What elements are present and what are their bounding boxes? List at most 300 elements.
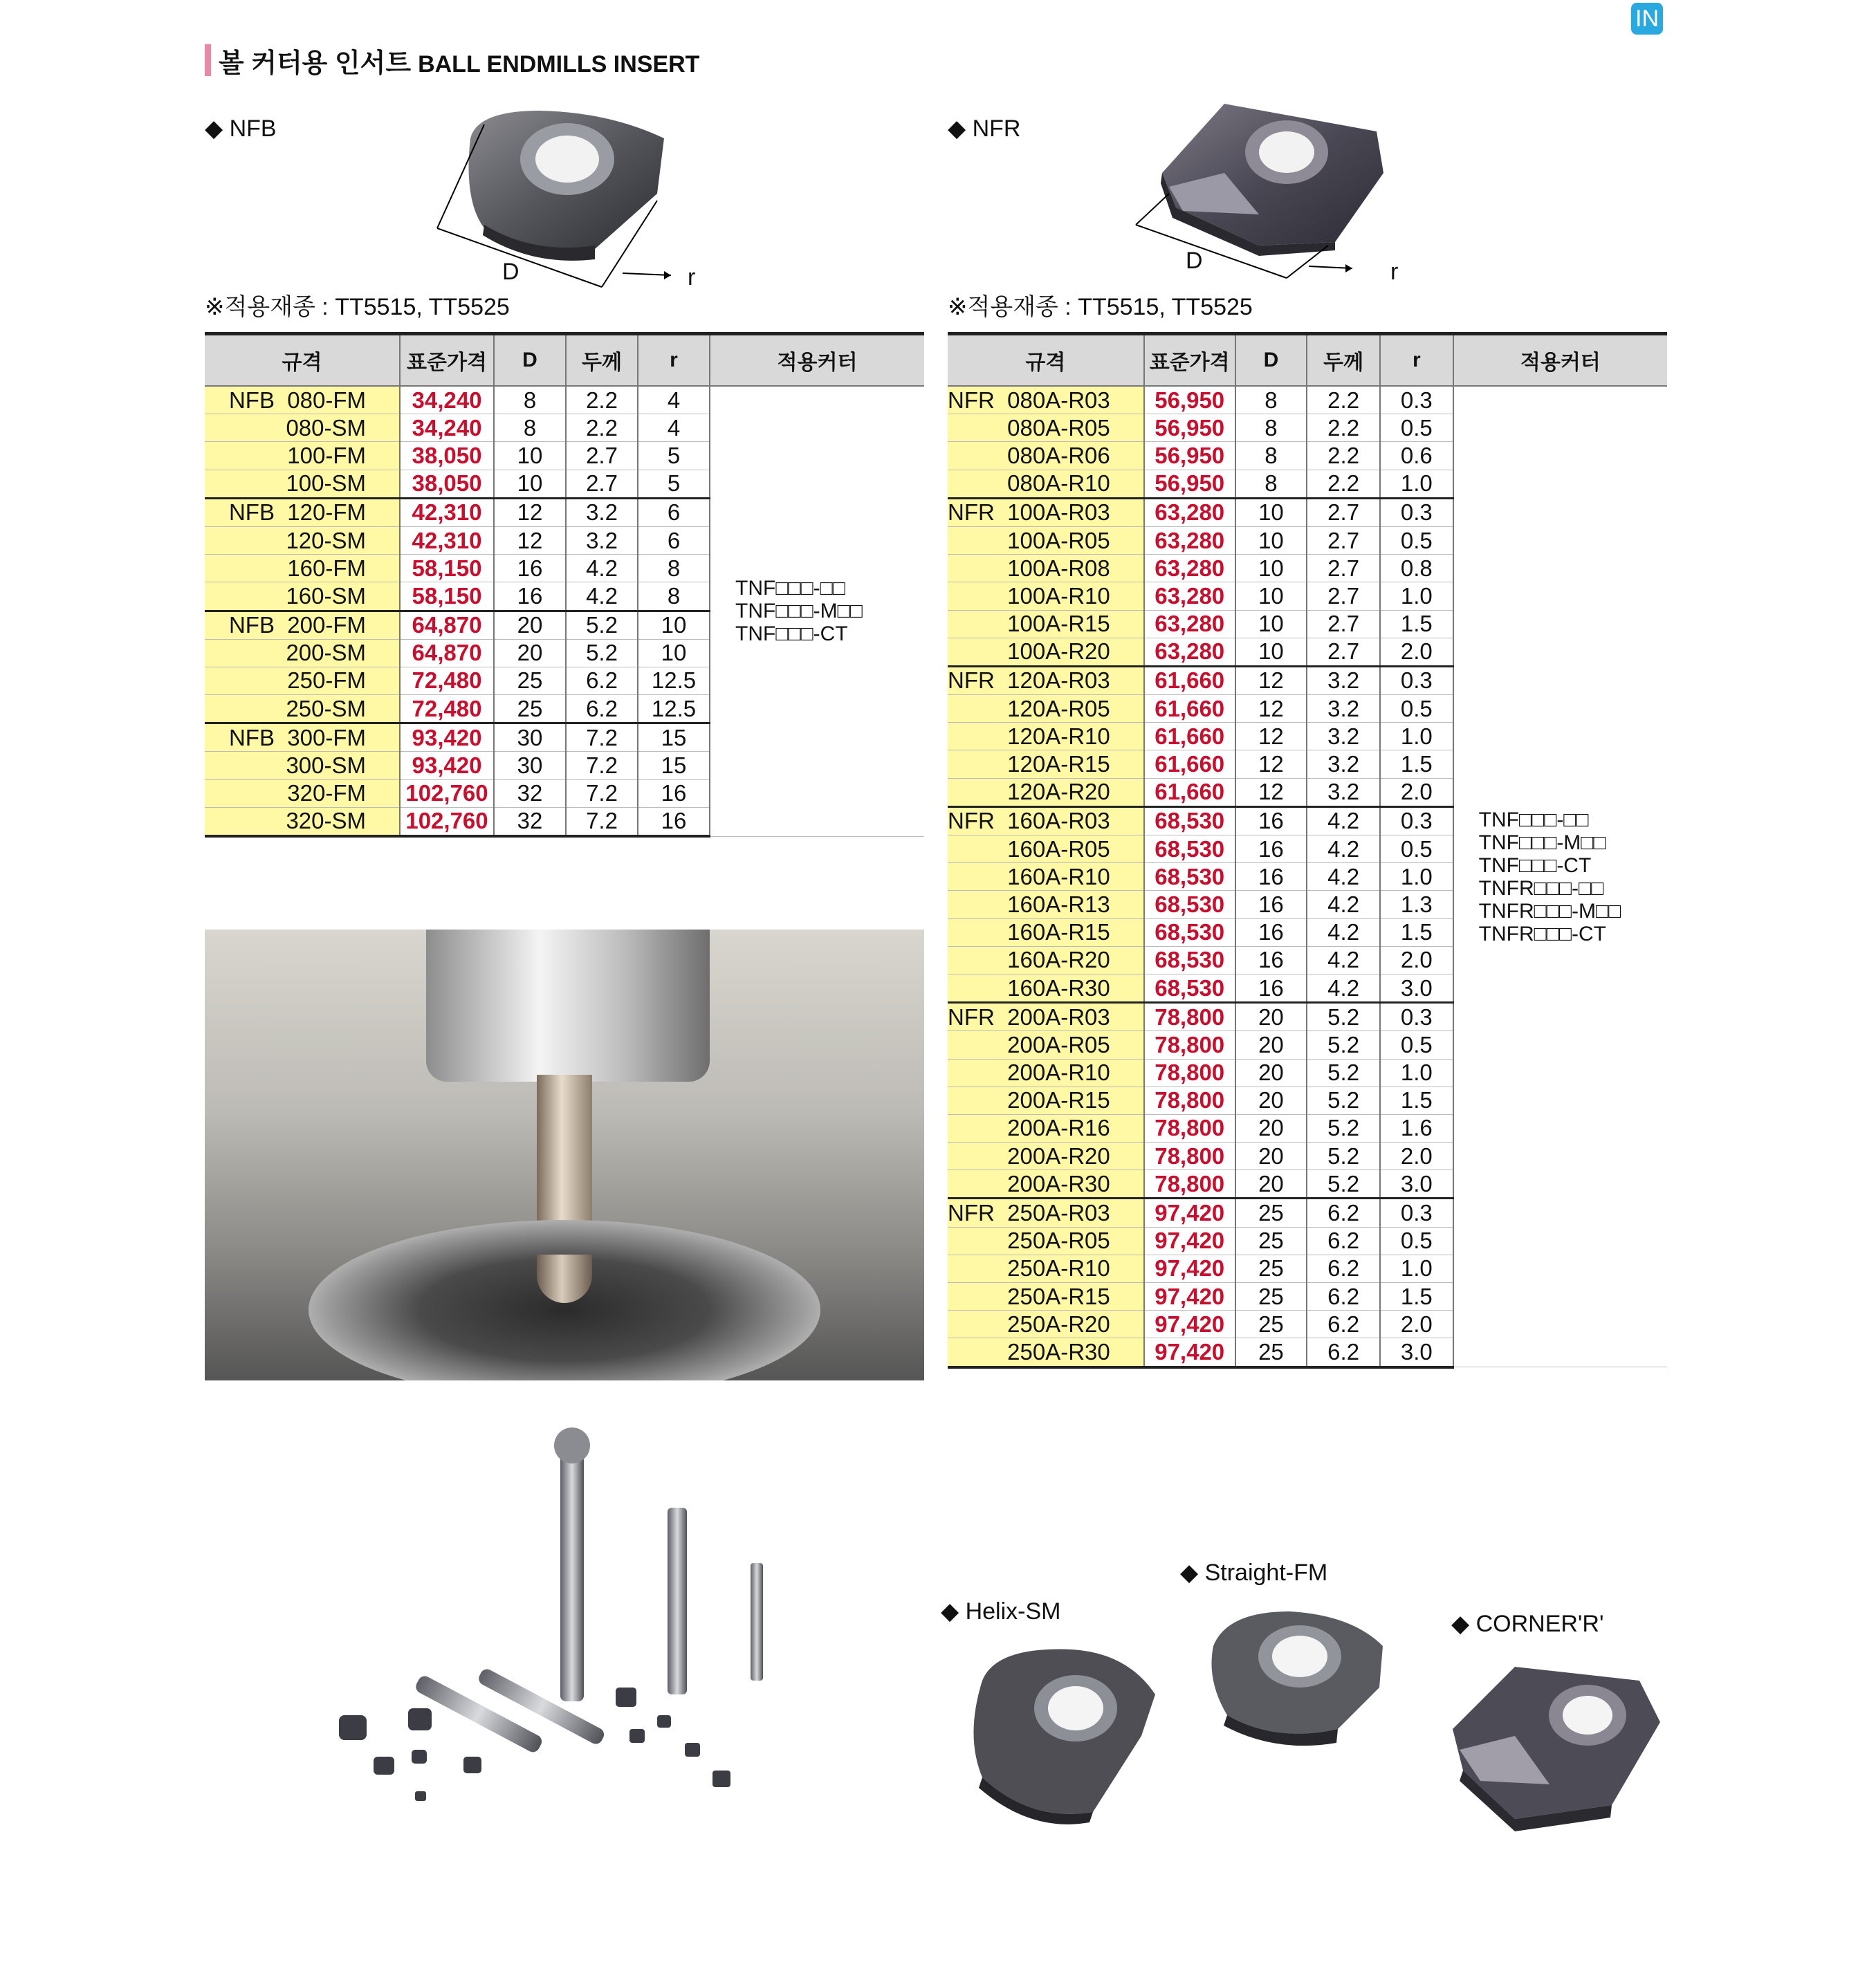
nfr-cell-price: 61,660 bbox=[1144, 778, 1235, 806]
nfr-cell-d: 16 bbox=[1235, 918, 1307, 946]
nfb-header-cell: 표준가격 bbox=[400, 334, 494, 387]
nfb-cell-price: 64,870 bbox=[400, 611, 494, 639]
nfr-cell-price: 56,950 bbox=[1144, 414, 1235, 442]
nfb-header-cell: 적용커터 bbox=[710, 334, 924, 387]
nfr-cell-spec: 080A-R06 bbox=[948, 442, 1144, 470]
nfr-cell-t: 6.2 bbox=[1307, 1199, 1380, 1227]
nfb-cell-d: 20 bbox=[494, 639, 566, 667]
nfr-cell-d: 25 bbox=[1235, 1283, 1307, 1311]
nfr-cell-r: 1.0 bbox=[1380, 723, 1453, 750]
nfb-cell-t: 2.7 bbox=[566, 442, 638, 470]
nfr-cell-r: 0.3 bbox=[1380, 1199, 1453, 1227]
nfr-cell-r: 1.5 bbox=[1380, 610, 1453, 638]
nfb-cell-spec: NFB 080-FM bbox=[205, 386, 400, 414]
nfb-cell-t: 4.2 bbox=[566, 582, 638, 611]
nfb-cell-price: 42,310 bbox=[400, 498, 494, 526]
nfr-cell-d: 16 bbox=[1235, 863, 1307, 891]
nfr-cell-d: 25 bbox=[1235, 1338, 1307, 1367]
nfb-cell-spec: 300-SM bbox=[205, 752, 400, 779]
page-title bbox=[219, 41, 699, 80]
nfr-cell-spec: 080A-R05 bbox=[948, 414, 1144, 442]
nfb-cell-r: 4 bbox=[638, 386, 710, 414]
nfr-cell-t: 3.2 bbox=[1307, 666, 1380, 694]
straight-fm-label: ◆ Straight-FM bbox=[1180, 1560, 1328, 1586]
nfr-cell-t: 2.2 bbox=[1307, 470, 1380, 498]
nfr-cell-d: 20 bbox=[1235, 1170, 1307, 1199]
nfb-cell-d: 32 bbox=[494, 807, 566, 836]
nfr-cell-spec: 100A-R08 bbox=[948, 555, 1144, 582]
nfr-applicable-cutters bbox=[1453, 386, 1667, 1367]
nfr-cell-t: 4.2 bbox=[1307, 946, 1380, 974]
nfr-cell-spec: 160A-R15 bbox=[948, 918, 1144, 946]
nfr-cell-price: 68,530 bbox=[1144, 946, 1235, 974]
nfr-cell-r: 0.5 bbox=[1380, 414, 1453, 442]
nfb-cell-t: 7.2 bbox=[566, 807, 638, 836]
nfr-cell-r: 2.0 bbox=[1380, 946, 1453, 974]
nfr-cell-d: 12 bbox=[1235, 723, 1307, 750]
nfb-cell-d: 10 bbox=[494, 442, 566, 470]
nfb-cell-spec: 080-SM bbox=[205, 414, 400, 442]
nfr-cell-r: 0.3 bbox=[1380, 666, 1453, 694]
nfr-cell-price: 97,420 bbox=[1144, 1255, 1235, 1282]
nfr-cell-d: 10 bbox=[1235, 638, 1307, 666]
title-accent-bar bbox=[205, 44, 211, 76]
nfr-cell-d: 25 bbox=[1235, 1199, 1307, 1227]
nfr-cell-t: 6.2 bbox=[1307, 1227, 1380, 1255]
nfr-cell-t: 2.7 bbox=[1307, 555, 1380, 582]
nfr-cell-spec: 200A-R20 bbox=[948, 1143, 1144, 1170]
nfr-cell-price: 78,800 bbox=[1144, 1087, 1235, 1114]
nfb-header-cell: 규격 bbox=[205, 334, 400, 387]
nfb-cell-spec: 100-FM bbox=[205, 442, 400, 470]
nfr-cell-t: 2.7 bbox=[1307, 498, 1380, 526]
nfr-cell-r: 0.5 bbox=[1380, 835, 1453, 863]
nfb-cell-t: 6.2 bbox=[566, 695, 638, 723]
nfb-cell-t: 7.2 bbox=[566, 779, 638, 807]
nfr-cell-spec: 100A-R20 bbox=[948, 638, 1144, 666]
nfr-cell-spec: 250A-R05 bbox=[948, 1227, 1144, 1255]
nfb-cell-price: 102,760 bbox=[400, 807, 494, 836]
nfr-cell-spec: 120A-R10 bbox=[948, 723, 1144, 750]
nfb-cell-d: 10 bbox=[494, 470, 566, 498]
nfr-cell-d: 20 bbox=[1235, 1003, 1307, 1031]
nfb-cell-d: 25 bbox=[494, 667, 566, 694]
nfr-cell-r: 0.6 bbox=[1380, 442, 1453, 470]
nfr-section-label: ◆ NFR bbox=[948, 115, 1021, 142]
nfb-cell-r: 5 bbox=[638, 442, 710, 470]
nfr-cell-spec: 200A-R30 bbox=[948, 1170, 1144, 1199]
nfb-cell-spec: 120-SM bbox=[205, 526, 400, 554]
nfb-cell-price: 42,310 bbox=[400, 526, 494, 554]
nfr-cell-r: 1.5 bbox=[1380, 750, 1453, 778]
nfb-header-cell: D bbox=[494, 334, 566, 387]
nfb-cell-spec: 200-SM bbox=[205, 639, 400, 667]
nfr-header-cell: 표준가격 bbox=[1144, 334, 1235, 387]
nfb-cell-d: 12 bbox=[494, 498, 566, 526]
nfr-cell-t: 6.2 bbox=[1307, 1283, 1380, 1311]
nfr-cell-d: 16 bbox=[1235, 946, 1307, 974]
nfr-cell-spec: 160A-R05 bbox=[948, 835, 1144, 863]
nfr-cell-d: 25 bbox=[1235, 1227, 1307, 1255]
table-row bbox=[205, 386, 924, 414]
nfr-cell-price: 63,280 bbox=[1144, 555, 1235, 582]
nfb-cell-t: 5.2 bbox=[566, 611, 638, 639]
nfb-cell-price: 102,760 bbox=[400, 779, 494, 807]
nfb-cell-spec: NFB 200-FM bbox=[205, 611, 400, 639]
nfr-cell-price: 97,420 bbox=[1144, 1199, 1235, 1227]
nfb-insert-diagram bbox=[429, 97, 706, 297]
nfr-cell-price: 78,800 bbox=[1144, 1114, 1235, 1142]
cutter-code: TNF□□□-M□□ bbox=[1478, 831, 1606, 854]
nfr-cell-price: 56,950 bbox=[1144, 470, 1235, 498]
nfr-cell-spec: NFR 120A-R03 bbox=[948, 666, 1144, 694]
nfr-cell-price: 68,530 bbox=[1144, 835, 1235, 863]
nfb-cell-spec: 320-FM bbox=[205, 779, 400, 807]
cutter-code: TNF□□□-M□□ bbox=[735, 600, 863, 623]
nfb-cell-price: 93,420 bbox=[400, 752, 494, 779]
nfb-cell-d: 16 bbox=[494, 582, 566, 611]
nfr-cell-t: 6.2 bbox=[1307, 1338, 1380, 1367]
nfr-insert-diagram bbox=[1121, 90, 1418, 297]
nfr-cell-t: 2.7 bbox=[1307, 638, 1380, 666]
nfb-cell-d: 8 bbox=[494, 414, 566, 442]
nfr-cell-r: 0.3 bbox=[1380, 386, 1453, 414]
nfr-cell-r: 1.5 bbox=[1380, 1283, 1453, 1311]
nfr-header-cell: 규격 bbox=[948, 334, 1144, 387]
nfr-cell-d: 8 bbox=[1235, 470, 1307, 498]
nfr-cell-t: 4.2 bbox=[1307, 918, 1380, 946]
nfb-cell-r: 4 bbox=[638, 414, 710, 442]
nfb-cell-d: 20 bbox=[494, 611, 566, 639]
nfr-cell-t: 3.2 bbox=[1307, 750, 1380, 778]
nfb-cell-price: 38,050 bbox=[400, 470, 494, 498]
nfb-cell-spec: 250-FM bbox=[205, 667, 400, 694]
nfr-cell-t: 4.2 bbox=[1307, 974, 1380, 1002]
nfr-cell-r: 1.5 bbox=[1380, 1087, 1453, 1114]
nfr-cell-t: 4.2 bbox=[1307, 806, 1380, 835]
nfb-cell-d: 12 bbox=[494, 526, 566, 554]
helix-sm-label: ◆ Helix-SM bbox=[941, 1598, 1061, 1625]
nfr-cell-d: 16 bbox=[1235, 974, 1307, 1002]
corner-r-insert-image bbox=[1439, 1646, 1667, 1840]
nfr-cell-d: 8 bbox=[1235, 442, 1307, 470]
nfr-cell-d: 20 bbox=[1235, 1114, 1307, 1142]
nfr-cell-spec: 250A-R20 bbox=[948, 1311, 1144, 1338]
nfb-cell-t: 6.2 bbox=[566, 667, 638, 694]
nfr-spec-table bbox=[948, 332, 1667, 1369]
table-row bbox=[948, 386, 1667, 414]
nfb-cell-r: 6 bbox=[638, 526, 710, 554]
nfb-cell-spec: 320-SM bbox=[205, 807, 400, 836]
nfr-cell-spec: 160A-R20 bbox=[948, 946, 1144, 974]
nfr-cell-price: 61,660 bbox=[1144, 750, 1235, 778]
nfr-cell-r: 0.5 bbox=[1380, 695, 1453, 723]
nfr-cell-t: 5.2 bbox=[1307, 1031, 1380, 1059]
nfb-cell-spec: NFB 120-FM bbox=[205, 498, 400, 526]
nfr-cell-t: 3.2 bbox=[1307, 723, 1380, 750]
nfr-cell-spec: 200A-R15 bbox=[948, 1087, 1144, 1114]
cutter-code: TNF□□□-CT bbox=[1478, 853, 1592, 877]
nfr-cell-t: 5.2 bbox=[1307, 1143, 1380, 1170]
nfr-cell-price: 78,800 bbox=[1144, 1143, 1235, 1170]
nfr-cell-d: 12 bbox=[1235, 778, 1307, 806]
nfb-cell-d: 8 bbox=[494, 386, 566, 414]
straight-fm-insert-image bbox=[1199, 1605, 1400, 1757]
nfr-cell-t: 5.2 bbox=[1307, 1114, 1380, 1142]
nfr-cell-d: 16 bbox=[1235, 806, 1307, 835]
nfr-cell-spec: 250A-R10 bbox=[948, 1255, 1144, 1282]
nfb-cell-r: 15 bbox=[638, 723, 710, 752]
cutter-code: TNFR□□□-M□□ bbox=[1478, 899, 1621, 923]
nfr-cell-t: 2.2 bbox=[1307, 414, 1380, 442]
nfr-cell-price: 56,950 bbox=[1144, 386, 1235, 414]
nfr-cell-spec: 100A-R05 bbox=[948, 526, 1144, 554]
nfb-cell-price: 72,480 bbox=[400, 695, 494, 723]
nfr-cell-spec: 200A-R16 bbox=[948, 1114, 1144, 1142]
nfr-cell-d: 16 bbox=[1235, 891, 1307, 918]
cutter-code: TNF□□□-□□ bbox=[735, 577, 845, 600]
nfr-cell-spec: NFR 200A-R03 bbox=[948, 1003, 1144, 1031]
nfr-cell-t: 5.2 bbox=[1307, 1170, 1380, 1199]
nfb-cell-price: 58,150 bbox=[400, 555, 494, 582]
nfr-cell-t: 4.2 bbox=[1307, 835, 1380, 863]
nfr-header-cell: r bbox=[1380, 334, 1453, 387]
nfb-cell-price: 34,240 bbox=[400, 414, 494, 442]
nfr-cell-price: 97,420 bbox=[1144, 1338, 1235, 1367]
nfr-cell-price: 61,660 bbox=[1144, 695, 1235, 723]
nfr-dimension-r: r bbox=[1390, 259, 1399, 285]
nfr-cell-spec: NFR 160A-R03 bbox=[948, 806, 1144, 835]
nfr-cell-t: 2.7 bbox=[1307, 582, 1380, 610]
nfb-cell-price: 64,870 bbox=[400, 639, 494, 667]
nfr-cell-r: 0.5 bbox=[1380, 526, 1453, 554]
nfr-cell-d: 20 bbox=[1235, 1031, 1307, 1059]
nfr-cell-spec: NFR 100A-R03 bbox=[948, 498, 1144, 526]
nfb-cell-r: 8 bbox=[638, 555, 710, 582]
nfr-cell-t: 2.7 bbox=[1307, 526, 1380, 554]
nfr-cell-d: 20 bbox=[1235, 1143, 1307, 1170]
nfr-cell-t: 4.2 bbox=[1307, 891, 1380, 918]
nfb-cell-r: 12.5 bbox=[638, 695, 710, 723]
nfb-cell-d: 30 bbox=[494, 752, 566, 779]
nfb-cell-r: 15 bbox=[638, 752, 710, 779]
nfb-cell-r: 16 bbox=[638, 807, 710, 836]
nfb-cell-r: 10 bbox=[638, 639, 710, 667]
nfr-cell-r: 1.0 bbox=[1380, 863, 1453, 891]
nfr-cell-spec: 120A-R15 bbox=[948, 750, 1144, 778]
nfr-cell-r: 1.0 bbox=[1380, 582, 1453, 610]
nfr-cell-d: 10 bbox=[1235, 610, 1307, 638]
nfr-cell-spec: 120A-R20 bbox=[948, 778, 1144, 806]
nfr-cell-r: 0.5 bbox=[1380, 1031, 1453, 1059]
nfr-cell-r: 3.0 bbox=[1380, 974, 1453, 1002]
nfr-header-cell: D bbox=[1235, 334, 1307, 387]
nfr-cell-spec: 120A-R05 bbox=[948, 695, 1144, 723]
nfr-cell-price: 78,800 bbox=[1144, 1059, 1235, 1087]
nfr-cell-price: 97,420 bbox=[1144, 1227, 1235, 1255]
nfr-cell-d: 10 bbox=[1235, 582, 1307, 610]
nfr-cell-price: 63,280 bbox=[1144, 610, 1235, 638]
nfr-cell-d: 8 bbox=[1235, 386, 1307, 414]
nfr-cell-t: 6.2 bbox=[1307, 1255, 1380, 1282]
nfb-dimension-d: D bbox=[502, 259, 519, 285]
nfr-header-cell: 두께 bbox=[1307, 334, 1380, 387]
nfr-cell-spec: 250A-R15 bbox=[948, 1283, 1144, 1311]
nfb-cell-price: 93,420 bbox=[400, 723, 494, 752]
nfr-cell-r: 1.3 bbox=[1380, 891, 1453, 918]
nfb-cell-t: 4.2 bbox=[566, 555, 638, 582]
nfr-cell-price: 68,530 bbox=[1144, 918, 1235, 946]
nfb-cell-spec: 160-FM bbox=[205, 555, 400, 582]
nfr-cell-d: 16 bbox=[1235, 835, 1307, 863]
nfb-grade-note: ※적용재종 : TT5515, TT5525 bbox=[205, 294, 510, 320]
nfr-cell-price: 63,280 bbox=[1144, 498, 1235, 526]
nfb-cell-t: 2.7 bbox=[566, 470, 638, 498]
nfr-cell-r: 1.5 bbox=[1380, 918, 1453, 946]
helix-sm-insert-image bbox=[955, 1639, 1162, 1826]
nfr-dimension-d: D bbox=[1186, 248, 1203, 274]
nfb-cell-spec: 160-SM bbox=[205, 582, 400, 611]
nfb-cell-r: 16 bbox=[638, 779, 710, 807]
nfr-cell-spec: 160A-R30 bbox=[948, 974, 1144, 1002]
nfb-cell-t: 5.2 bbox=[566, 639, 638, 667]
nfr-cell-price: 63,280 bbox=[1144, 526, 1235, 554]
nfr-cell-d: 8 bbox=[1235, 414, 1307, 442]
nfr-cell-t: 5.2 bbox=[1307, 1059, 1380, 1087]
nfb-cell-t: 2.2 bbox=[566, 386, 638, 414]
title-english: BALL ENDMILLS INSERT bbox=[418, 51, 700, 77]
nfr-cell-d: 12 bbox=[1235, 750, 1307, 778]
nfb-cell-t: 7.2 bbox=[566, 752, 638, 779]
nfr-cell-t: 2.7 bbox=[1307, 610, 1380, 638]
nfr-cell-price: 61,660 bbox=[1144, 723, 1235, 750]
nfb-cell-r: 5 bbox=[638, 470, 710, 498]
nfr-cell-spec: NFR 080A-R03 bbox=[948, 386, 1144, 414]
nfb-section-label: ◆ NFB bbox=[205, 115, 277, 142]
nfr-cell-r: 0.3 bbox=[1380, 1003, 1453, 1031]
nfr-cell-price: 97,420 bbox=[1144, 1283, 1235, 1311]
nfr-cell-d: 25 bbox=[1235, 1311, 1307, 1338]
nfr-cell-r: 0.3 bbox=[1380, 498, 1453, 526]
nfr-cell-spec: 250A-R30 bbox=[948, 1338, 1144, 1367]
cutter-code: TNF□□□-CT bbox=[735, 622, 848, 646]
nfr-cell-d: 10 bbox=[1235, 526, 1307, 554]
title-korean: 볼 커터용 인서트 bbox=[219, 49, 412, 78]
nfr-cell-r: 3.0 bbox=[1380, 1170, 1453, 1199]
nfr-cell-spec: 200A-R10 bbox=[948, 1059, 1144, 1087]
nfb-cell-price: 38,050 bbox=[400, 442, 494, 470]
nfr-cell-d: 10 bbox=[1235, 498, 1307, 526]
nfb-cell-spec: 250-SM bbox=[205, 695, 400, 723]
nfr-cell-d: 10 bbox=[1235, 555, 1307, 582]
nfr-cell-spec: 100A-R10 bbox=[948, 582, 1144, 610]
nfr-cell-price: 68,530 bbox=[1144, 806, 1235, 835]
nfb-header-cell: r bbox=[638, 334, 710, 387]
nfr-cell-spec: 200A-R05 bbox=[948, 1031, 1144, 1059]
nfb-cell-t: 2.2 bbox=[566, 414, 638, 442]
nfb-cell-t: 3.2 bbox=[566, 498, 638, 526]
nfr-cell-t: 3.2 bbox=[1307, 778, 1380, 806]
corner-r-label: ◆ CORNER'R' bbox=[1451, 1611, 1604, 1637]
nfr-cell-t: 5.2 bbox=[1307, 1003, 1380, 1031]
nfb-cell-t: 3.2 bbox=[566, 526, 638, 554]
nfb-cell-price: 58,150 bbox=[400, 582, 494, 611]
nfr-cell-t: 5.2 bbox=[1307, 1087, 1380, 1114]
nfr-cell-price: 68,530 bbox=[1144, 863, 1235, 891]
nfb-cell-d: 30 bbox=[494, 723, 566, 752]
nfr-cell-spec: 160A-R10 bbox=[948, 863, 1144, 891]
nfr-cell-d: 25 bbox=[1235, 1255, 1307, 1282]
nfr-cell-r: 0.8 bbox=[1380, 555, 1453, 582]
machining-photo bbox=[205, 930, 924, 1380]
nfr-cell-r: 0.3 bbox=[1380, 806, 1453, 835]
nfr-cell-r: 1.0 bbox=[1380, 470, 1453, 498]
nfr-cell-r: 2.0 bbox=[1380, 1311, 1453, 1338]
nfr-cell-r: 0.5 bbox=[1380, 1227, 1453, 1255]
nfr-cell-r: 1.0 bbox=[1380, 1059, 1453, 1087]
nfr-cell-t: 2.2 bbox=[1307, 442, 1380, 470]
nfb-cell-r: 10 bbox=[638, 611, 710, 639]
nfr-cell-price: 63,280 bbox=[1144, 582, 1235, 610]
nfr-cell-t: 3.2 bbox=[1307, 695, 1380, 723]
index-badge: IN bbox=[1631, 3, 1663, 35]
nfb-applicable-cutters bbox=[710, 386, 924, 836]
nfb-cell-price: 34,240 bbox=[400, 386, 494, 414]
nfr-cell-r: 1.0 bbox=[1380, 1255, 1453, 1282]
nfb-cell-price: 72,480 bbox=[400, 667, 494, 694]
cutter-code: TNFR□□□-CT bbox=[1478, 922, 1606, 945]
nfr-cell-r: 2.0 bbox=[1380, 778, 1453, 806]
nfb-cell-t: 7.2 bbox=[566, 723, 638, 752]
nfr-cell-price: 78,800 bbox=[1144, 1031, 1235, 1059]
nfb-dimension-r: r bbox=[688, 264, 696, 290]
nfr-cell-r: 3.0 bbox=[1380, 1338, 1453, 1367]
nfr-cell-d: 20 bbox=[1235, 1059, 1307, 1087]
nfr-cell-r: 2.0 bbox=[1380, 638, 1453, 666]
nfr-cell-t: 2.2 bbox=[1307, 386, 1380, 414]
nfr-cell-d: 12 bbox=[1235, 666, 1307, 694]
nfb-cell-r: 8 bbox=[638, 582, 710, 611]
nfr-cell-r: 2.0 bbox=[1380, 1143, 1453, 1170]
nfr-cell-spec: 080A-R10 bbox=[948, 470, 1144, 498]
nfr-cell-r: 1.6 bbox=[1380, 1114, 1453, 1142]
nfr-cell-price: 61,660 bbox=[1144, 666, 1235, 694]
nfb-cell-r: 6 bbox=[638, 498, 710, 526]
nfr-cell-price: 68,530 bbox=[1144, 891, 1235, 918]
nfr-cell-spec: 100A-R15 bbox=[948, 610, 1144, 638]
nfr-cell-price: 63,280 bbox=[1144, 638, 1235, 666]
nfr-cell-d: 20 bbox=[1235, 1087, 1307, 1114]
nfr-cell-t: 4.2 bbox=[1307, 863, 1380, 891]
product-family-photo bbox=[325, 1425, 865, 1812]
nfr-cell-price: 78,800 bbox=[1144, 1170, 1235, 1199]
nfb-header-cell: 두께 bbox=[566, 334, 638, 387]
nfr-cell-price: 56,950 bbox=[1144, 442, 1235, 470]
nfr-cell-t: 6.2 bbox=[1307, 1311, 1380, 1338]
nfr-grade-note: ※적용재종 : TT5515, TT5525 bbox=[948, 294, 1253, 320]
nfr-cell-d: 12 bbox=[1235, 695, 1307, 723]
nfb-cell-spec: NFB 300-FM bbox=[205, 723, 400, 752]
nfr-cell-spec: 160A-R13 bbox=[948, 891, 1144, 918]
nfb-cell-d: 25 bbox=[494, 695, 566, 723]
nfr-cell-price: 68,530 bbox=[1144, 974, 1235, 1002]
nfr-cell-price: 97,420 bbox=[1144, 1311, 1235, 1338]
nfr-cell-spec: NFR 250A-R03 bbox=[948, 1199, 1144, 1227]
nfr-cell-price: 78,800 bbox=[1144, 1003, 1235, 1031]
cutter-code: TNF□□□-□□ bbox=[1478, 808, 1589, 831]
nfb-cell-d: 32 bbox=[494, 779, 566, 807]
nfb-spec-table bbox=[205, 332, 924, 838]
